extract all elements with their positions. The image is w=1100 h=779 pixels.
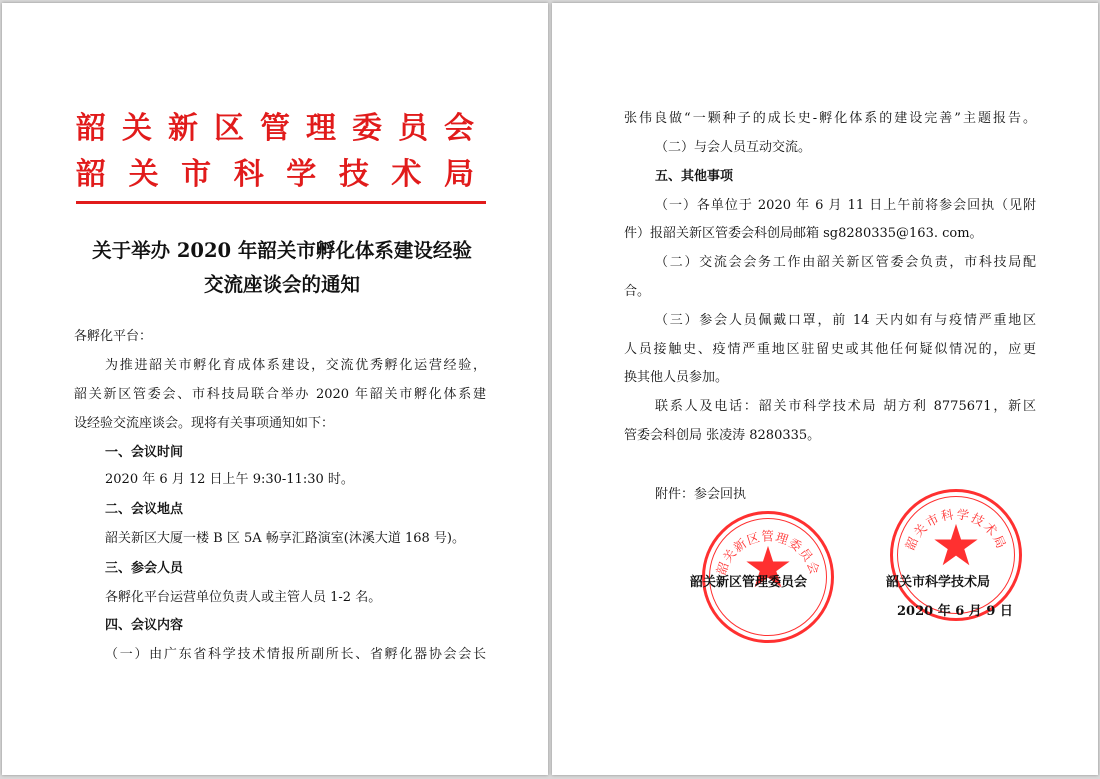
document-title-line-2: 交流座谈会的通知 (203, 273, 360, 296)
right-page (552, 3, 1098, 775)
body-line: （一）各单位于 2020 年 6 月 11 日上午前将参会回执（见附 (655, 198, 1036, 213)
document-title-line-1: 关于举办 2020 年韶关市孵化体系建设经验 (92, 239, 472, 262)
star-icon (933, 522, 979, 568)
section-heading: 四、会议内容 (105, 618, 184, 633)
body-line: 件）报韶关新区管委会科创局邮箱 sg8280335@163. com。 (624, 226, 983, 241)
body-line: 换其他人员参加。 (624, 370, 729, 385)
body-line: 韶关新区管委会、市科技局联合举办 2020 年韶关市孵化体系建 (74, 387, 486, 402)
attachment-note: 附件：参会回执 (655, 487, 747, 502)
left-page (2, 3, 548, 775)
body-line: （二）交流会会务工作由韶关新区管委会负责，市科技局配 (655, 255, 1036, 270)
section-heading: 三、参会人员 (105, 561, 184, 576)
body-line: （一）由广东省科学技术情报所副所长、省孵化器协会会长 (105, 647, 486, 662)
body-line: （三）参会人员佩戴口罩，前 14 天内如有与疫情严重地区 (655, 313, 1036, 328)
body-line: 韶关新区大厦一楼 B 区 5A 畅享汇路演室(沐溪大道 168 号)。 (105, 531, 465, 546)
section-heading: 一、会议时间 (105, 445, 184, 460)
header-issuer-2: 韶关市科学技术局 (76, 157, 486, 192)
contact-line: 管委会科创局 张凌涛 8280335。 (624, 428, 821, 443)
section-heading: 五、其他事项 (655, 169, 734, 184)
body-line: （二）与会人员互动交流。 (655, 140, 812, 155)
section-heading: 二、会议地点 (105, 502, 184, 517)
body-line: 设经验交流座谈会。现将有关事项通知如下： (74, 416, 335, 431)
contact-line: 联系人及电话：韶关市科学技术局 胡方利 8775671，新区 (655, 399, 1036, 414)
body-line: 各孵化平台运营单位负责人或主管人员 1-2 名。 (105, 590, 382, 605)
body-line: 2020 年 6 月 12 日上午 9:30-11:30 时。 (105, 472, 354, 487)
svg-text:韶关市科学技术局: 韶关市科学技术局 (902, 506, 1010, 553)
body-line: 合。 (624, 284, 651, 299)
header-issuer-1: 韶关新区管理委员会 (76, 111, 486, 146)
header-red-rule (76, 201, 486, 204)
svg-text:韶关新区管理委员会: 韶关新区管理委员会 (713, 528, 823, 577)
issue-date: 2020 年 6 月 9 日 (897, 604, 1013, 619)
salutation: 各孵化平台： (74, 329, 153, 344)
signer-2: 韶关市科学技术局 (886, 575, 991, 590)
body-line: 张伟良做“一颗种子的成长史-孵化体系的建设完善”主题报告。 (624, 111, 1036, 126)
body-line: 人员接触史、疫情严重地区驻留史或其他任何疑似情况的，应更 (624, 342, 1036, 357)
signer-1: 韶关新区管理委员会 (690, 575, 808, 590)
body-line: 为推进韶关市孵化育成体系建设，交流优秀孵化运营经验， (105, 358, 486, 373)
